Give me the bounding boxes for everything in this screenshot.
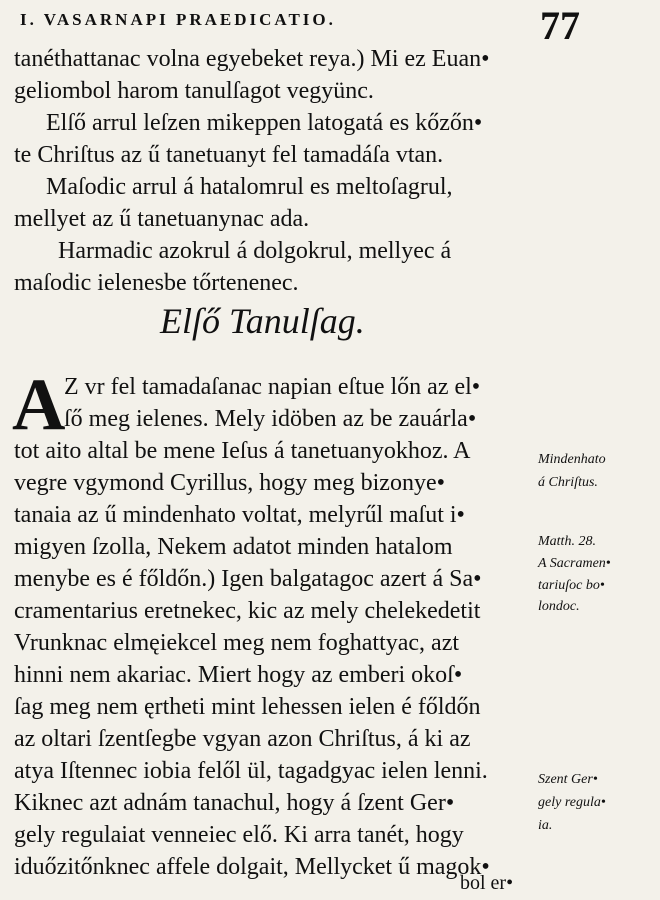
body-line: ſő meg ielenes. Mely idöben az be zauárla• [64,406,477,432]
drop-cap: A [12,364,66,446]
margin-note: Mindenhato [538,452,606,467]
body-line: tot aito altal be mene Ieſus á tanetuanyokhoz. A [14,438,471,464]
section-heading: Elſő Tanulſag. [160,301,365,341]
body-line: Vrunknac elmęiekcel meg nem foghattyac, azt [14,630,460,656]
body-line: migyen ſzolla, Nekem adatot minden hatalom [14,534,453,560]
body-line: ſag meg nem ęrtheti mint lehessen ielen é főldőn [14,694,481,720]
intro-line: Harmadic azokrul á dolgokrul, mellyec á [58,238,452,264]
catchword: bol er• [460,872,514,894]
body-line: Z vr fel tamadaſanac napian eſtue lőn az el• [64,374,481,400]
running-header: I. VASARNAPI PRAEDICATIO. [20,10,336,29]
margin-note: londoc. [538,599,580,614]
margin-note: á Chriſtus. [538,475,598,490]
margin-note: Matth. 28. [538,534,596,549]
body-line: atya Iſtennec iobia felől ül, tagadgyac ielen lenni. [14,758,488,784]
page-number: 77 [540,3,580,48]
intro-line: maſodic ielenesbe tőrtenenec. [14,270,299,296]
intro-line: tanéthattanac volna egyebeket reya.) Mi ez Euan• [14,46,490,72]
margin-note: tariuſoc bo• [538,578,605,593]
body-line: Kiknec azt adnám tanachul, hogy á ſzent Ger• [14,790,455,816]
intro-line: mellyet az ű tanetuanynac ada. [14,206,310,232]
body-line: gely regulaiat venneiec elő. Ki arra tanét, hogy [14,822,464,848]
margin-note: ia. [538,818,553,833]
body-line: vegre vgymond Cyrillus, hogy meg bizonye• [14,470,446,496]
body-line: menybe es é főldőn.) Igen balgatagoc azert á Sa• [14,566,482,592]
intro-line: Maſodic arrul á hatalomrul es meltoſagrul, [46,174,453,200]
intro-line: Elſő arrul leſzen mikeppen latogatá es kőzőn• [46,110,483,136]
intro-line: geliombol harom tanulſagot vegyünc. [14,78,374,104]
body-line: az oltari ſzentſegbe vgyan azon Chriſtus, á ki az [14,726,471,752]
body-line: cramentarius eretnekec, kic az mely chelekedetit [14,598,481,624]
intro-line: te Chriſtus az ű tanetuanyt fel tamadáſa vtan. [14,142,444,168]
body-line: iduőzitőnknec affele dolgait, Mellycket ű magok• [14,854,490,880]
margin-note: gely regula• [538,795,606,810]
margin-note: A Sacramen• [538,556,611,571]
body-line: hinni nem akariac. Miert hogy az emberi okoſ• [14,662,463,688]
margin-note: Szent Ger• [538,772,598,787]
body-line: tanaia az ű mindenhato voltat, melyrűl maſut i• [14,502,465,528]
